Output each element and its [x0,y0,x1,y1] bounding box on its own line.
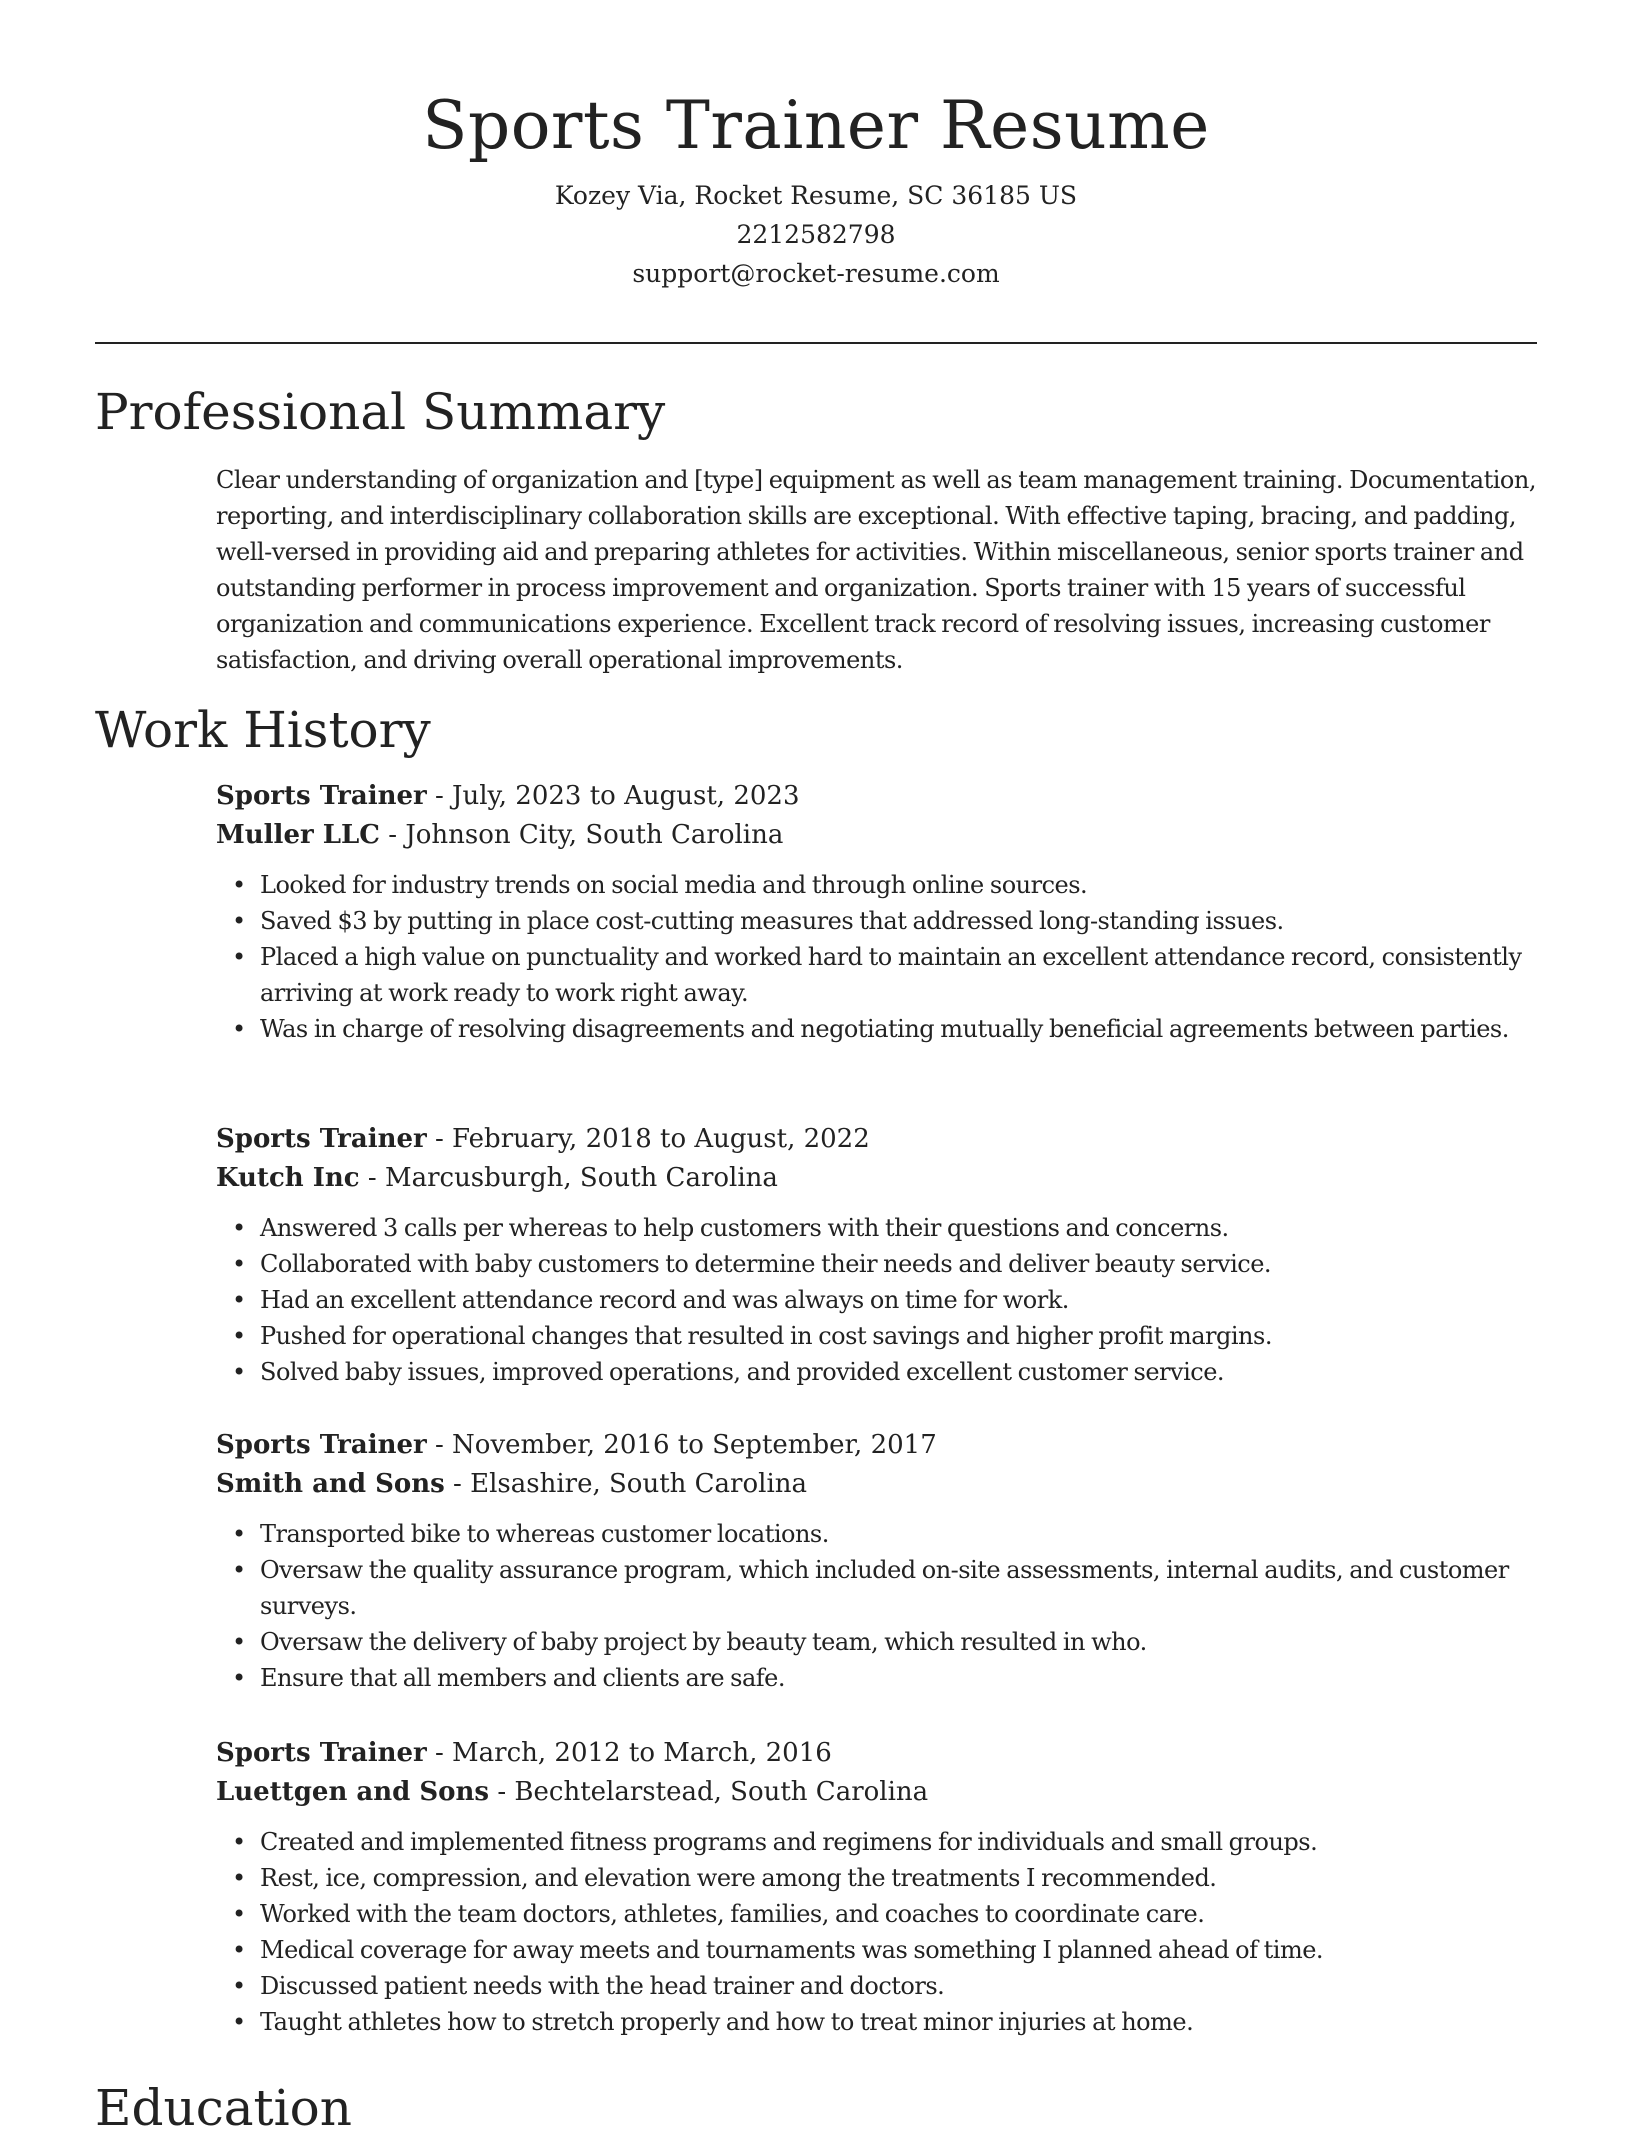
job-entry [216,777,1546,1047]
bullet-icon: • [232,943,246,971]
job-location: Bechtelarstead, South Carolina [514,1777,929,1807]
duty-text: Saved $3 by putting in place cost-cutting measures that addressed long-standing issues. [260,907,1284,935]
resume-header [95,78,1537,293]
list-item [232,1624,1546,1660]
contact-email[interactable]: support@rocket-resume.com [632,259,1000,288]
separator: - [359,1163,385,1193]
job-title: Sports Trainer [216,1738,427,1768]
duty-text: Pushed for operational changes that resulted in cost savings and higher profit margins. [260,1322,1272,1350]
job-entry [216,1120,1546,1390]
job-location: Johnson City, South Carolina [405,820,784,850]
separator: - [426,1738,453,1768]
job-location: Elsashire, South Carolina [470,1469,808,1499]
list-item [232,903,1546,939]
list-item [232,1932,1546,1968]
list-item [232,1896,1546,1932]
job-title-line [216,777,1546,816]
duty-text: Was in charge of resolving disagreements and negotiating mutually beneficial agreements between parties. [260,1015,1509,1043]
duty-text: Medical coverage for away meets and tournaments was something I planned ahead of time. [260,1936,1324,1964]
duty-text: Oversaw the delivery of baby project by beauty team, which resulted in who. [260,1628,1147,1656]
bullet-icon: • [232,1250,246,1278]
job-title: Sports Trainer [216,781,427,811]
duty-text: Answered 3 calls per whereas to help customers with their questions and concerns. [260,1214,1229,1242]
list-item [232,1824,1546,1860]
job-dates: November, 2016 to September, 2017 [452,1430,937,1460]
bullet-icon: • [232,1214,246,1242]
job-duties-list [216,1824,1546,2040]
duty-text: Collaborated with baby customers to determine their needs and deliver beauty service. [260,1250,1272,1278]
separator: - [426,1430,453,1460]
separator: - [426,781,453,811]
job-dates: July, 2023 to August, 2023 [452,781,800,811]
contact-phone: 2212582798 [736,220,896,249]
duty-text: Worked with the team doctors, athletes, families, and coaches to coordinate care. [260,1900,1205,1928]
job-dates: March, 2012 to March, 2016 [452,1738,832,1768]
duty-text: Solved baby issues, improved operations, and provided excellent customer service. [260,1358,1225,1386]
job-title-line [216,1734,1546,1773]
separator: - [444,1469,471,1499]
job-company-line [216,816,1546,855]
bullet-icon: • [232,1358,246,1386]
job-company-line [216,1159,1546,1198]
job-company-line [216,1773,1546,1812]
bullet-icon: • [232,1936,246,1964]
job-duties-list [216,867,1546,1047]
duty-text: Had an excellent attendance record and was always on time for work. [260,1286,1069,1314]
duty-text: Transported bike to whereas customer locations. [260,1520,829,1548]
separator: - [380,820,406,850]
bullet-icon: • [232,1828,246,1856]
bullet-icon: • [232,1900,246,1928]
list-item [232,1552,1546,1624]
bullet-icon: • [232,907,246,935]
bullet-icon: • [232,1972,246,2000]
list-item [232,1660,1546,1696]
education-heading: Education [95,2079,352,2137]
job-company: Kutch Inc [216,1163,360,1193]
job-duties-list [216,1516,1546,1696]
duty-text: Looked for industry trends on social media and through online sources. [260,871,1088,899]
job-company: Muller LLC [216,820,380,850]
bullet-icon: • [232,1286,246,1314]
list-item [232,1011,1546,1047]
job-company: Luettgen and Sons [216,1777,490,1807]
job-entry [216,1734,1546,2040]
job-entry [216,1426,1546,1696]
professional-summary-heading: Professional Summary [95,383,666,441]
list-item [232,1354,1546,1390]
duty-text: Rest, ice, compression, and elevation were among the treatments I recommended. [260,1864,1217,1892]
list-item [232,1210,1546,1246]
job-title-line [216,1426,1546,1465]
work-history-heading: Work History [95,701,431,759]
list-item [232,939,1546,1011]
duty-text: Created and implemented fitness programs and regimens for individuals and small groups. [260,1828,1318,1856]
list-item [232,1318,1546,1354]
bullet-icon: • [232,871,246,899]
bullet-icon: • [232,1664,246,1692]
duty-text: Discussed patient needs with the head trainer and doctors. [260,1972,945,2000]
job-company-line [216,1465,1546,1504]
job-duties-list [216,1210,1546,1390]
list-item [232,1968,1546,2004]
job-location: Marcusburgh, South Carolina [384,1163,778,1193]
separator: - [426,1124,453,1154]
duty-text: Oversaw the quality assurance program, which included on-site assessments, internal audits, and customer surveys. [260,1556,1509,1620]
bullet-icon: • [232,2008,246,2036]
list-item [232,2004,1546,2040]
job-dates: February, 2018 to August, 2022 [452,1124,870,1154]
resume-title: Sports Trainer Resume [422,87,1210,164]
header-divider [95,342,1537,344]
bullet-icon: • [232,1864,246,1892]
list-item [232,1860,1546,1896]
professional-summary-text: Clear understanding of organization and [type] equipment as well as team management training. Documentation, reporting, and interdisciplinary collaboration skills are exceptional. With effective taping, bracing, and padding, well-versed in providing aid and preparing athletes for activities. Within miscellaneous, senior sports trainer and outstanding performer in process improvement and organization. Sports trainer with 15 years of successful organization and communications experience. Excellent track record of resolving issues, increasing customer satisfaction, and driving overall operational improvements. [216,466,1536,674]
bullet-icon: • [232,1556,246,1584]
duty-text: Taught athletes how to stretch properly and how to treat minor injuries at home. [260,2008,1194,2036]
job-title: Sports Trainer [216,1430,427,1460]
contact-address: Kozey Via, Rocket Resume, SC 36185 US [554,181,1078,210]
job-company: Smith and Sons [216,1469,445,1499]
list-item [232,1516,1546,1552]
list-item [232,1282,1546,1318]
job-title: Sports Trainer [216,1124,427,1154]
bullet-icon: • [232,1520,246,1548]
duty-text: Ensure that all members and clients are safe. [260,1664,785,1692]
list-item [232,867,1546,903]
job-title-line [216,1120,1546,1159]
bullet-icon: • [232,1628,246,1656]
bullet-icon: • [232,1015,246,1043]
list-item [232,1246,1546,1282]
duty-text: Placed a high value on punctuality and worked hard to maintain an excellent attendance record, consistently arriving at work ready to work right away. [260,943,1522,1007]
separator: - [489,1777,515,1807]
bullet-icon: • [232,1322,246,1350]
